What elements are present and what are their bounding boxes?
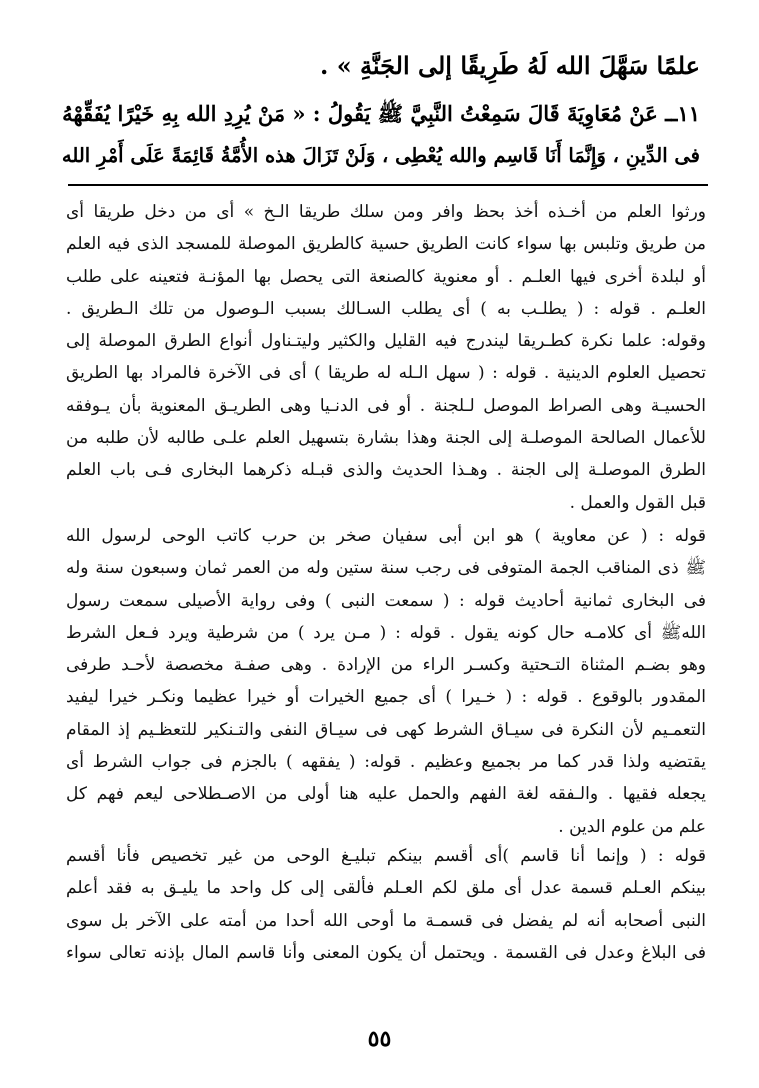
page-number: ٥٥	[367, 1026, 392, 1052]
text-line: العلـم . قوله : ( يطلـب به ) أى يطلب السـالك بسبب الـوصول من تلك الـطريق .	[66, 298, 706, 319]
text-line: النبى أصحابه أنه لم يفضل فى قسمـة ما أوحى الله أحدا من أمته على الآخر بل سوى	[66, 910, 706, 931]
hadith-line-3: فى الدِّينِ ، وَإِنَّمَا أَنَا قَاسِم والله يُعْطِى ، وَلَنْ تَزَالَ هذه الأُمَّةُ قَائِمَةً عَلَى أَمْرِ الله	[61, 144, 700, 167]
text-line: يقتضيه ولذا قدر كما مر بجميع وعظيم . قوله: ( يفقهه ) بالجزم فى جواب الشرط أى	[66, 752, 706, 773]
text-line: قوله : ( وإنما أنا قاسم )أى أقسم بينكم تبليـغ الوحى من غير تخصيص فأنا أقسم	[66, 846, 706, 866]
hadith-line-2: ١١ــ عَنْ مُعَاوِيَةَ قَالَ سَمِعْتُ النَّبِيَّ ﷺ يَقُولُ : « مَنْ يُرِدِ الله بِهِ خَيْرًا يُفَقِّهْهُ	[62, 101, 700, 126]
text-line: بينكم العـلم قسمة عدل أى ملق لكم العـلم فألقى إلى كل واحد ما يليـق به فقد أعلم	[66, 878, 706, 899]
text-line: المقدور بالوقوع . قوله : ( خـيرا ) أى جميع الخيرات أو خيرا عظيما ونكـر خيرا ليفيد	[66, 687, 706, 708]
text-line: الحسيـة وهى الصراط الموصل لـلجنة . أو فى الدنـيا وهى الطريـق المعنوية بأن يـوفقه	[66, 395, 706, 416]
text-line: الطرق الموصلـة إلى الجنة . وهـذا الحديث والذى قبـله ذكرهما البخارى فـى باب العلم	[66, 460, 706, 481]
text-line: وهو بضـم المثناة التـحتية وكسـر الراء من الإرادة . وهى صفـة مخصصة لأحـد طرفى	[66, 655, 706, 676]
text-line: قبل القول والعمل .	[569, 492, 706, 513]
text-line: وقوله: علما نكرة كطـريقا ليندرج فيه القليل والكثير وليتـناول أنواع الطرق الموصلة إلى	[66, 331, 706, 352]
text-line: تحصيل العلوم الدينية . قوله : ( سهل الـله له طريقا ) أى فى الآخرة فالمراد بها الطريق	[66, 363, 706, 384]
commentary-paragraph-2	[66, 520, 706, 843]
text-line: ورثوا العلم من أخـذه أخذ بحظ وافر ومن سلك طريقا الـخ » أى من دخل طريقا أى	[66, 202, 706, 222]
text-line: أو لبلدة أخرى فيها العلـم . أو معنوية كالصنعة التى يحصل بها المؤنـة فتعينه على طلب	[66, 266, 706, 287]
text-line: فى البلاغ وعدل فى القسمة . ويحتمل أن يكون المعنى وأنا قاسم المال بإذنه تعالى سواء	[66, 942, 706, 963]
hadith-line-1: علمًا سَهَّلَ الله لَهُ طَرِيقًا إلى الجَنَّةِ » .	[319, 51, 700, 80]
text-line: يجعله فقيها . والـفقه لغة الفهم والحمل عليه هنا أولى من الاصـطلاحى ليعم فهم كل	[66, 784, 706, 805]
separator-rule	[68, 184, 708, 186]
text-line: ﷺ ذى المناقب الجمة المتوفى فى رجب سنة ستين وله من العمر ثمان وسبعون سنة وله	[66, 558, 706, 579]
text-line: قوله : ( عن معاوية ) هو ابن أبى سفيان صخر بن حرب كاتب الوحى لرسول الله	[66, 526, 706, 546]
text-line: التعمـيم لأن النكرة فى سيـاق الشرط كهى فى سيـاق النفى والتـنكير للتعظـيم إذ المقام	[66, 719, 706, 740]
text-line: اللهﷺ أى كلامـه حال كونه يقول . قوله : ( مـن يرد ) من شرطية ويرد فـعل الشرط	[66, 622, 706, 643]
text-line: للأعمال الصالحة الموصلـة إلى الجنة وهذا بشارة بتسهيل العلم علـى طالبه لأن طلبه من	[66, 428, 706, 449]
text-line: علم من علوم الدين .	[558, 816, 706, 837]
commentary-paragraph-3	[66, 840, 706, 969]
text-line: من طريق وتلبس بها سواء كانت الطريق حسية كالطريق الموصلة للمسجد الذى فيه العلم	[66, 234, 706, 255]
commentary-paragraph-1	[66, 196, 706, 519]
text-line: فى البخارى ثمانية أحاديث قوله : ( سمعت النبى ) وفى رواية الأصيلى سمعت رسول	[66, 590, 706, 611]
